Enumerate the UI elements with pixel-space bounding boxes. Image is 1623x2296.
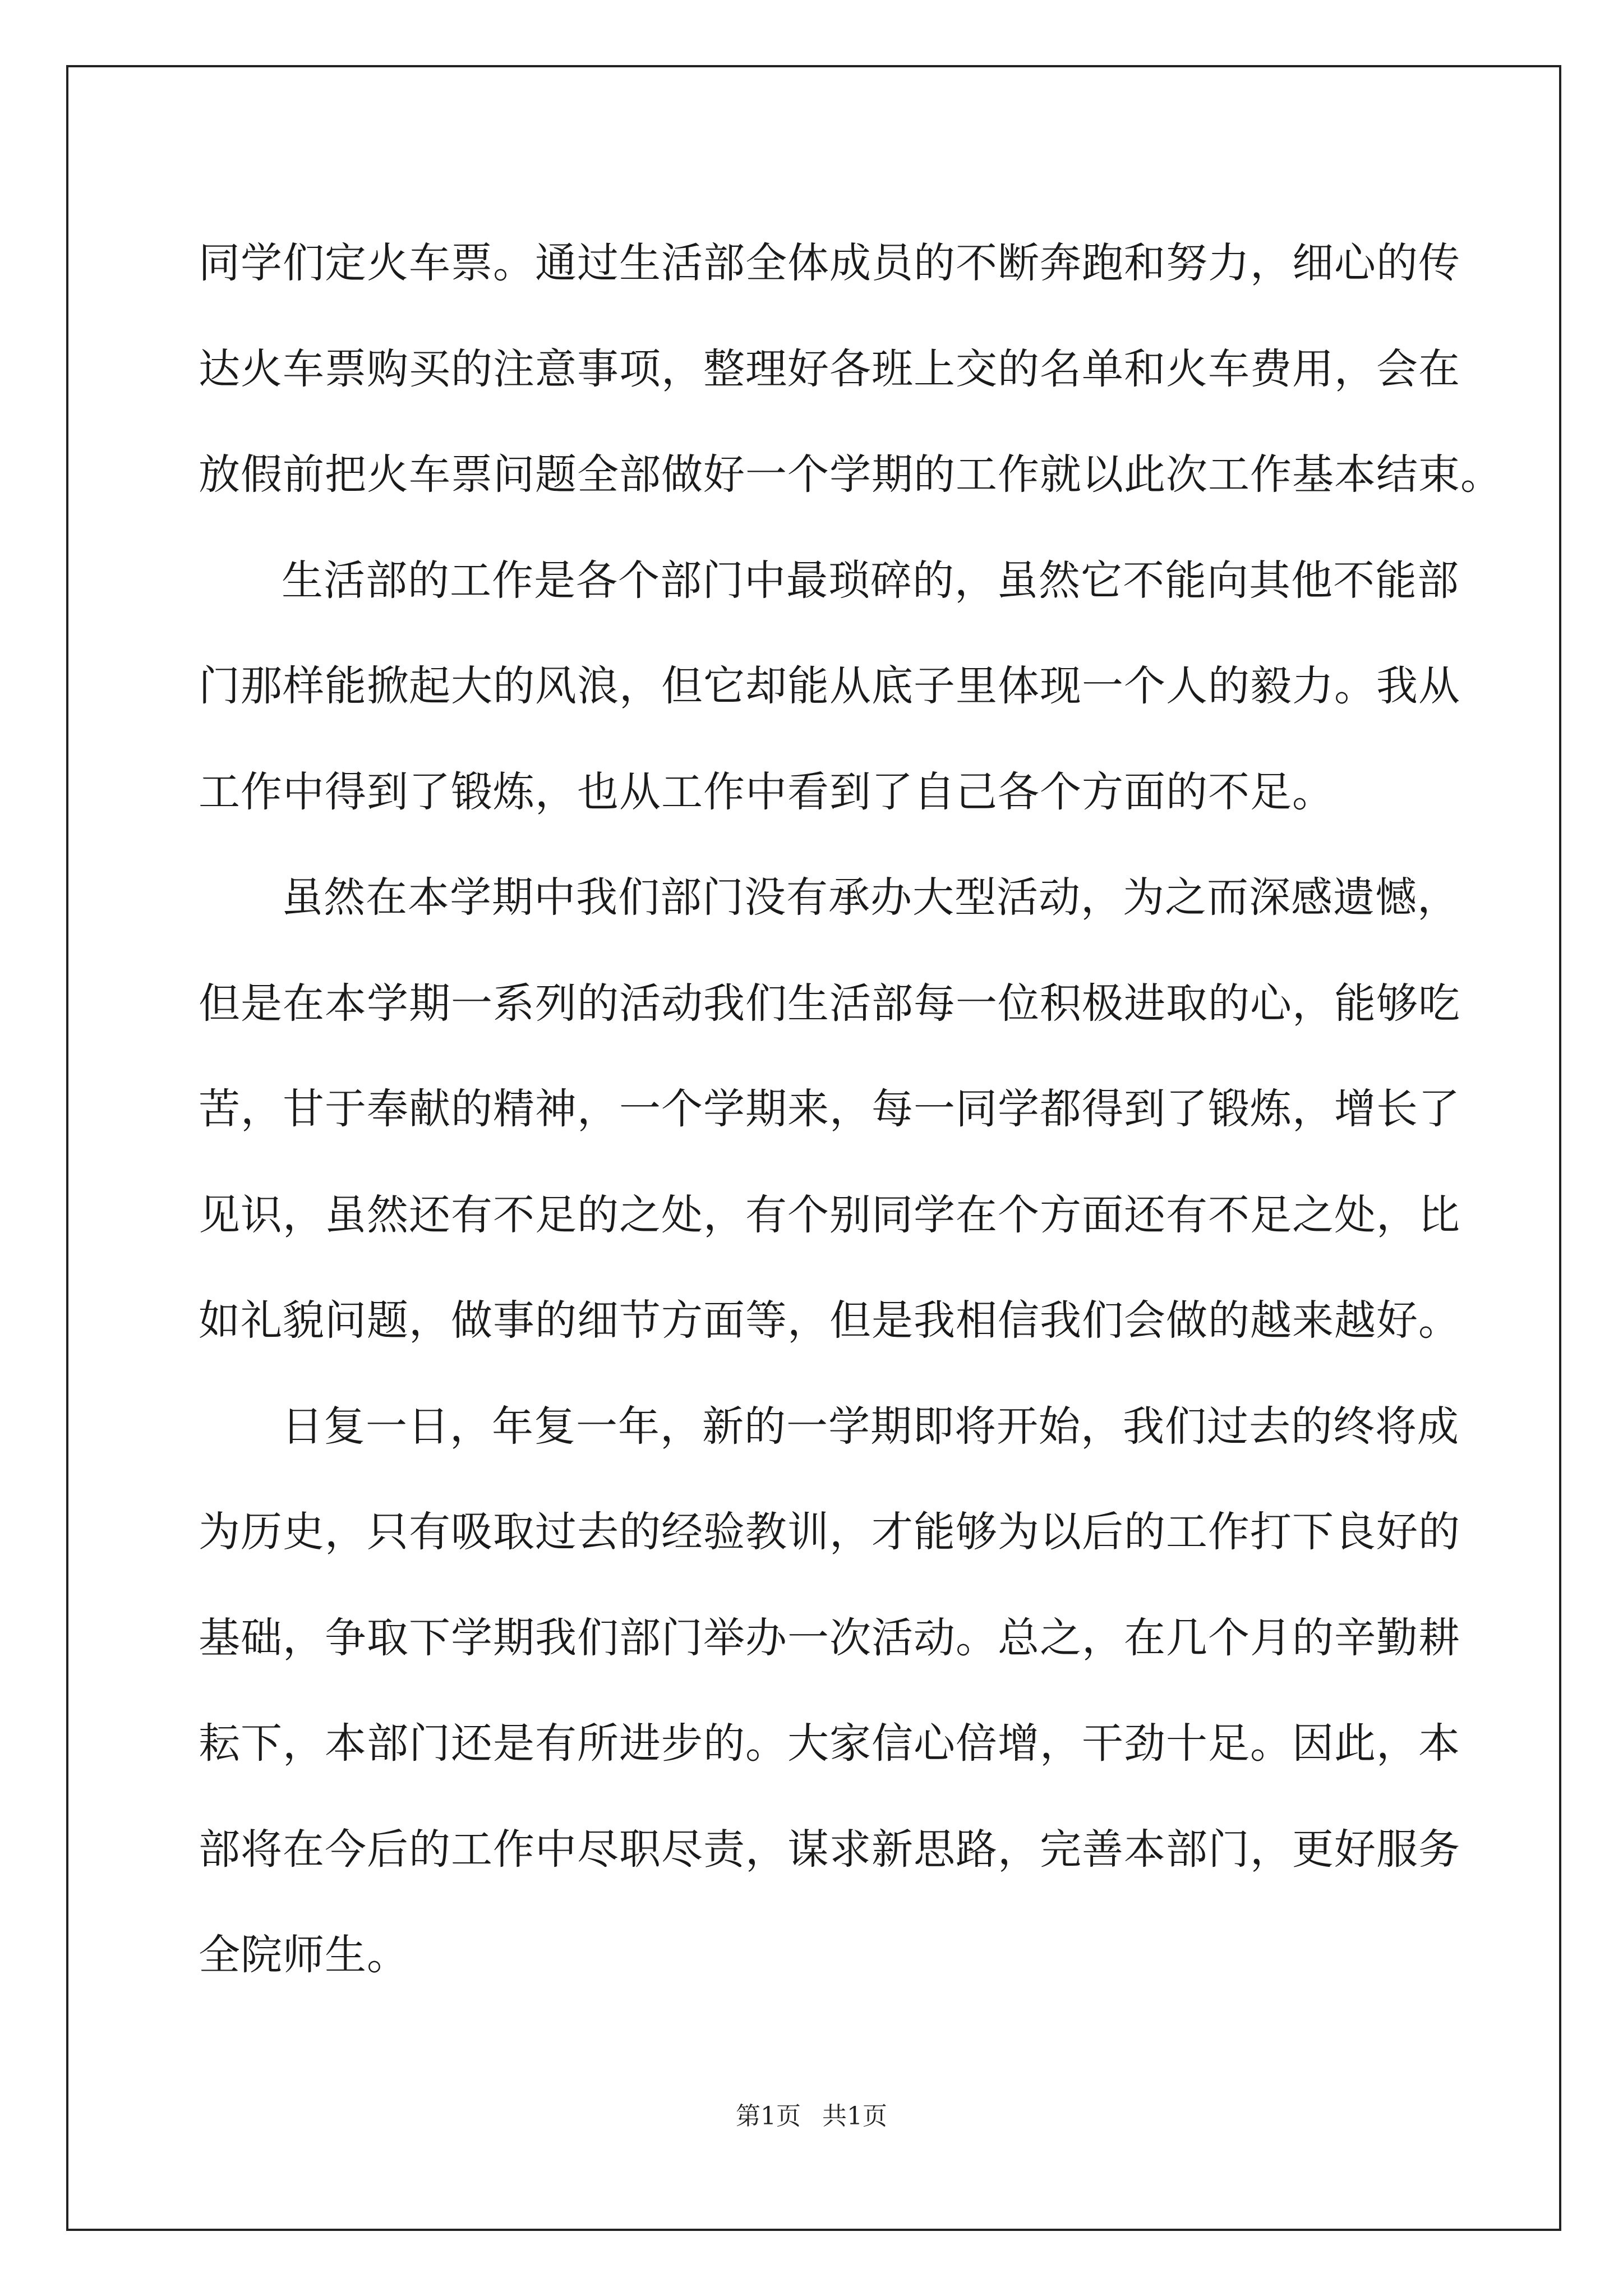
page-total: 共1页: [822, 2102, 887, 2131]
text-line: 苦，甘于奉献的精神，一个学期来，每一同学都得到了锻炼，增长了: [199, 1085, 1460, 1133]
text-line: 见识，虽然还有不足的之处，有个别同学在个方面还有不足之处，比: [199, 1190, 1460, 1239]
page-footer: [0, 2101, 1623, 2132]
text-line: 达火车票购买的注意事项，整理好各班上交的名单和火车费用，会在: [199, 344, 1460, 393]
text-line: 部将在今后的工作中尽职尽责，谋求新思路，完善本部门，更好服务: [199, 1825, 1460, 1874]
text-line: 但是在本学期一系列的活动我们生活部每一位积极进取的心，能够吃: [199, 979, 1460, 1028]
text-line: 放假前把火车票问题全部做好一个学期的工作就以此次工作基本结束。: [199, 450, 1502, 499]
text-line: 全院师生。: [199, 1931, 409, 1979]
text-line: 耘下，本部门还是有所进步的。大家信心倍增，干劲十足。因此，本: [199, 1719, 1460, 1768]
paragraph-first-line: 虽然在本学期中我们部门没有承办大型活动，为之而深感遗憾，: [282, 873, 1459, 922]
text-line: 同学们定火车票。通过生活部全体成员的不断奔跑和努力，细心的传: [199, 239, 1460, 287]
text-line: 为历史，只有吸取过去的经验教训，才能够为以后的工作打下良好的: [199, 1508, 1460, 1556]
text-line: 工作中得到了锻炼，也从工作中看到了自己各个方面的不足。: [199, 767, 1334, 816]
page-number: 第1页: [736, 2102, 801, 2131]
text-line: 如礼貌问题，做事的细节方面等，但是我相信我们会做的越来越好。: [199, 1296, 1460, 1345]
paragraph-first-line: 生活部的工作是各个部门中最琐碎的，虽然它不能向其他不能部: [282, 556, 1459, 605]
text-line: 基础，争取下学期我们部门举办一次活动。总之，在几个月的辛勤耕: [199, 1613, 1460, 1662]
paragraph-first-line: 日复一日，年复一年，新的一学期即将开始，我们过去的终将成: [282, 1402, 1459, 1451]
text-line: 门那样能掀起大的风浪，但它却能从底子里体现一个人的毅力。我从: [199, 662, 1460, 710]
document-body: [199, 210, 1502, 2008]
